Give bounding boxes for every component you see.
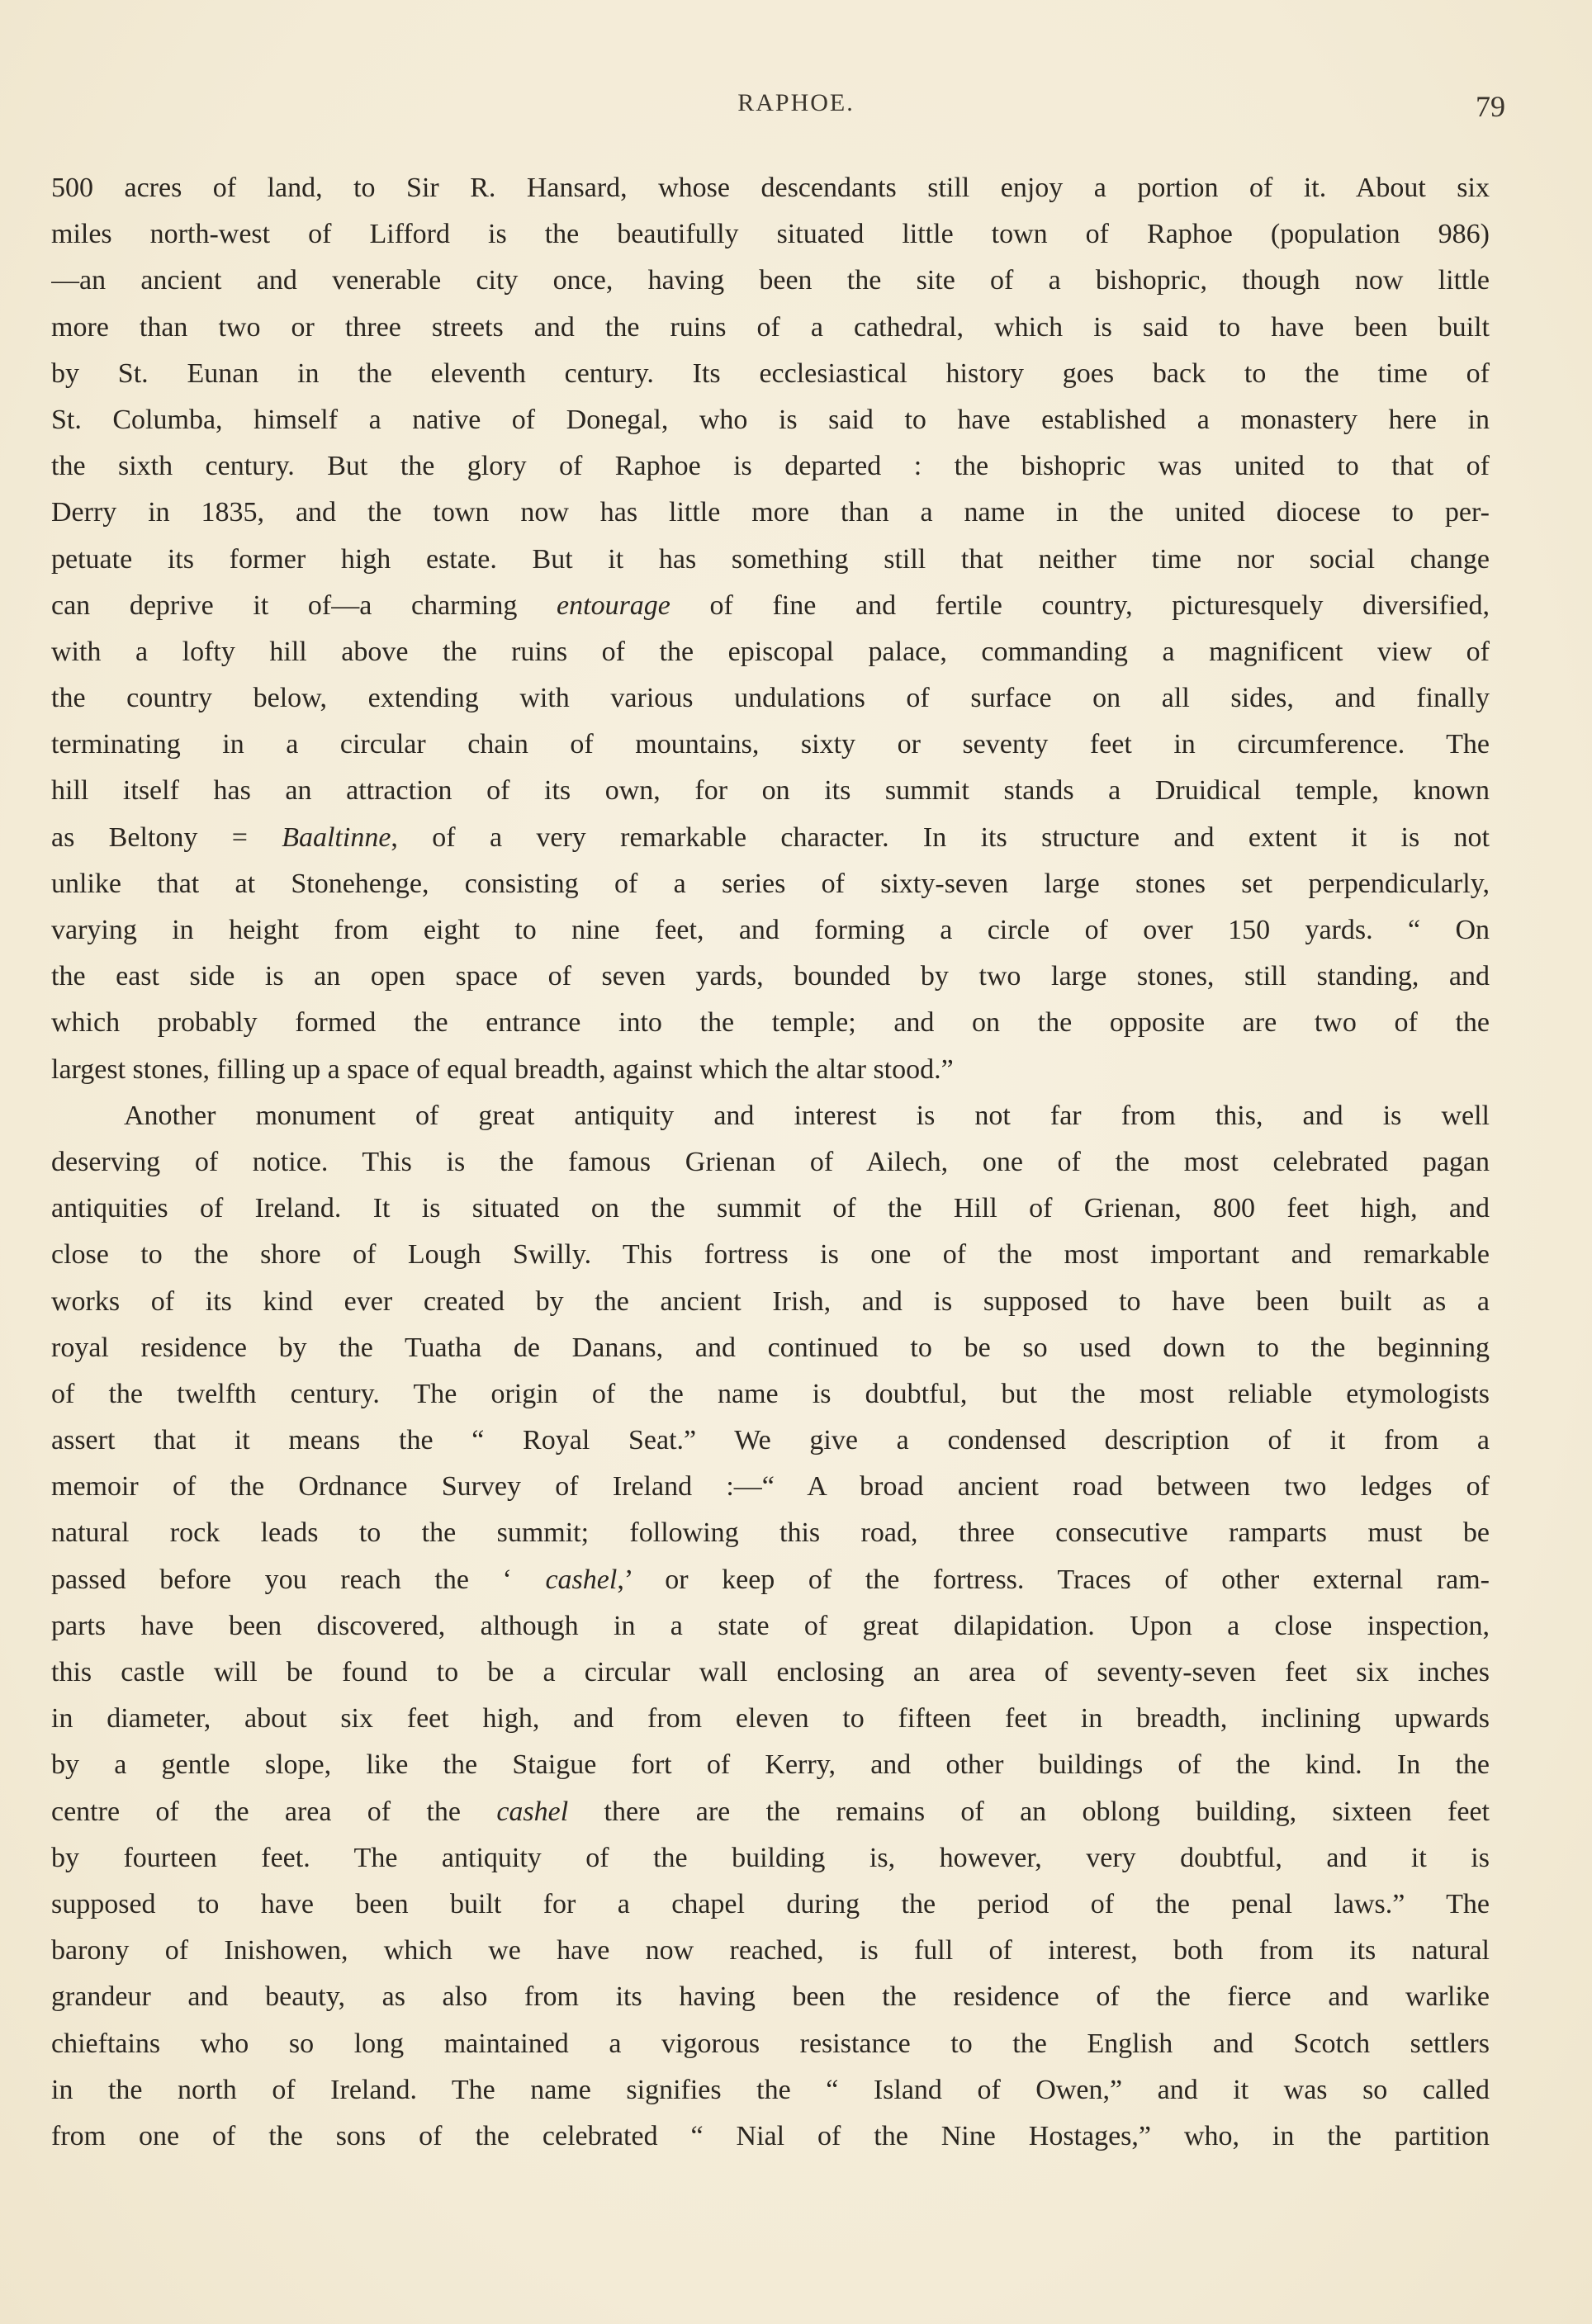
- text-line: the sixth century. But the glory of Raphoe is departed : the bishopric was united to that of: [51, 451, 1490, 482]
- text-line: from one of the sons of the celebrated “ Nial of the Nine Hostages,” who, in the partition: [51, 2120, 1490, 2151]
- text-line: this castle will be found to be a circular wall enclosing an area of seventy-seven feet six inches: [51, 1657, 1490, 1687]
- text-line: antiquities of Ireland. It is situated on the summit of the Hill of Grienan, 800 feet high, and: [51, 1193, 1490, 1224]
- text-line: royal residence by the Tuatha de Danans, and continued to be so used down to the beginning: [51, 1332, 1490, 1363]
- text-line: by fourteen feet. The antiquity of the building is, however, very doubtful, and it is: [51, 1842, 1490, 1873]
- text-line: in diameter, about six feet high, and from eleven to fifteen feet in breadth, inclining upwards: [51, 1703, 1490, 1735]
- text-line: the east side is an open space of seven yards, bounded by two large stones, still standing, and: [51, 961, 1490, 992]
- text-line: in the north of Ireland. The name signifies the “ Island of Owen,” and it was so called: [51, 2074, 1490, 2105]
- text-line: chieftains who so long maintained a vigorous resistance to the English and Scotch settlers: [51, 2028, 1490, 2059]
- text-line: can deprive it of—a charming entourage of fine and fertile country, picturesquely diversified,: [51, 589, 1490, 621]
- text-line: barony of Inishowen, which we have now reached, is full of interest, both from its natural: [51, 1935, 1490, 1967]
- text-line: —an ancient and venerable city once, having been the site of a bishopric, though now little: [51, 265, 1490, 296]
- text-line: works of its kind ever created by the ancient Irish, and is supposed to have been built as a: [51, 1285, 1490, 1317]
- text-line: passed before you reach the ‘ cashel,’ or keep of the fortress. Traces of other external ram-: [51, 1564, 1490, 1595]
- text-line: close to the shore of Lough Swilly. This fortress is one of the most important and remarkable: [51, 1239, 1490, 1271]
- text-line: 500 acres of land, to Sir R. Hansard, whose descendants still enjoy a portion of it. About six: [51, 173, 1490, 203]
- text-line: memoir of the Ordnance Survey of Ireland :—“ A broad ancient road between two ledges of: [51, 1471, 1490, 1503]
- page-number: 79: [1476, 90, 1505, 123]
- text-line: of the twelfth century. The origin of the name is doubtful, but the most reliable etymologists: [51, 1378, 1490, 1409]
- paragraph: [51, 165, 1490, 1093]
- text-line: parts have been discovered, although in a state of great dilapidation. Upon a close inspection,: [51, 1610, 1490, 1641]
- body-text: [51, 165, 1490, 2160]
- paragraph: [51, 1093, 1490, 2160]
- text-line: which probably formed the entrance into the temple; and on the opposite are two of the: [51, 1007, 1490, 1039]
- text-line: petuate its former high estate. But it has something still that neither time nor social change: [51, 543, 1490, 575]
- text-line: more than two or three streets and the ruins of a cathedral, which is said to have been built: [51, 311, 1490, 343]
- text-line: the country below, extending with various undulations of surface on all sides, and finally: [51, 683, 1490, 714]
- text-line: deserving of notice. This is the famous Grienan of Ailech, one of the most celebrated pagan: [51, 1146, 1490, 1177]
- text-line: centre of the area of the cashel there are the remains of an oblong building, sixteen feet: [51, 1796, 1490, 1827]
- text-line: as Beltony = Baaltinne, of a very remarkable character. In its structure and extent it is not: [51, 821, 1490, 853]
- text-line: largest stones, filling up a space of equal breadth, against which the altar stood.”: [51, 1053, 954, 1085]
- text-line: by a gentle slope, like the Staigue fort of Kerry, and other buildings of the kind. In the: [51, 1749, 1490, 1781]
- text-line: with a lofty hill above the ruins of the episcopal palace, commanding a magnificent view of: [51, 636, 1490, 667]
- text-line: unlike that at Stonehenge, consisting of a series of sixty-seven large stones set perpendicularly,: [51, 868, 1490, 899]
- text-line: supposed to have been built for a chapel during the period of the penal laws.” The: [51, 1888, 1490, 1919]
- text-line: St. Columba, himself a native of Donegal, who is said to have established a monastery here in: [51, 404, 1490, 435]
- text-line: varying in height from eight to nine feet, and forming a circle of over 150 yards. “ On: [51, 915, 1490, 945]
- text-line: Another monument of great antiquity and interest is not far from this, and is well: [124, 1100, 1490, 1131]
- text-line: grandeur and beauty, as also from its having been the residence of the fierce and warlike: [51, 1981, 1490, 2013]
- text-line: assert that it means the “ Royal Seat.” We give a condensed description of it from a: [51, 1425, 1490, 1456]
- text-line: miles north-west of Lifford is the beautifully situated little town of Raphoe (population 986): [51, 219, 1490, 250]
- text-line: hill itself has an attraction of its own, for on its summit stands a Druidical temple, known: [51, 775, 1490, 807]
- running-title: RAPHOE.: [737, 89, 855, 116]
- text-line: natural rock leads to the summit; following this road, three consecutive ramparts must be: [51, 1517, 1490, 1549]
- text-line: terminating in a circular chain of mountains, sixty or seventy feet in circumference. The: [51, 729, 1490, 760]
- text-line: Derry in 1835, and the town now has little more than a name in the united diocese to per-: [51, 497, 1490, 528]
- text-line: by St. Eunan in the eleventh century. Its ecclesiastical history goes back to the time of: [51, 357, 1490, 389]
